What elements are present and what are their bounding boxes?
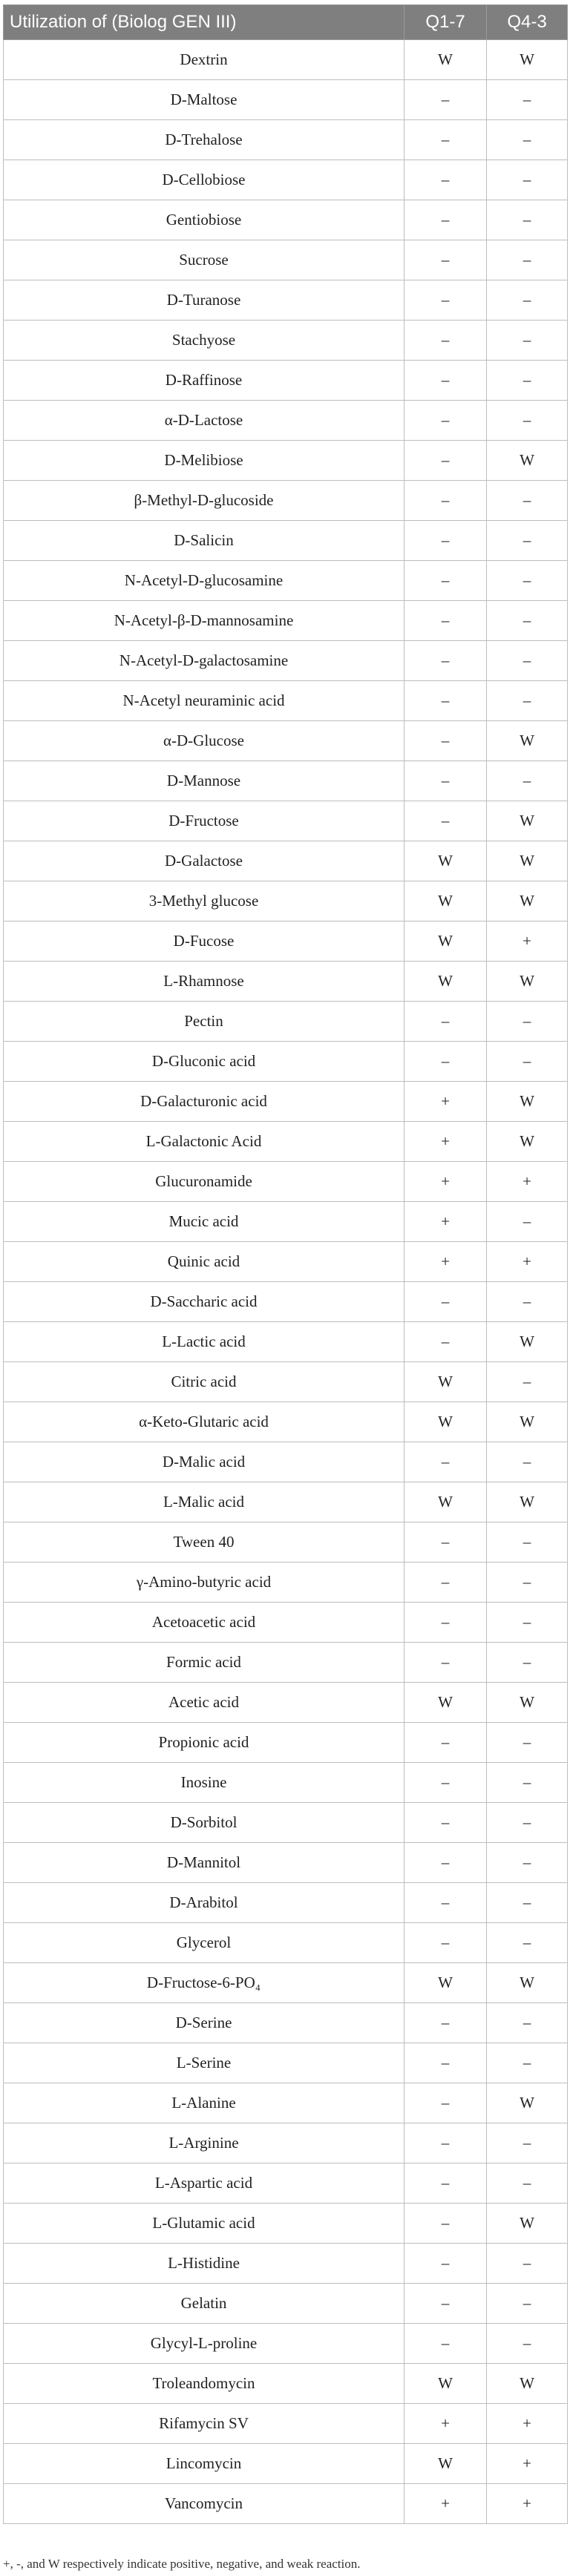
substrate-cell: D-Maltose xyxy=(4,80,405,120)
table-row xyxy=(4,1803,568,1843)
table-row xyxy=(4,1883,568,1923)
table-row xyxy=(4,1563,568,1603)
substrate-cell: D-Melibiose xyxy=(4,441,405,481)
q1-7-cell: W xyxy=(405,1402,487,1442)
substrate-cell: Glycerol xyxy=(4,1923,405,1963)
table-row xyxy=(4,1002,568,1042)
q4-3-cell: W xyxy=(487,1963,568,2003)
q1-7-cell: – xyxy=(405,1883,487,1923)
substrate-cell: D-Turanose xyxy=(4,280,405,321)
q1-7-cell: – xyxy=(405,2003,487,2043)
table-row xyxy=(4,1202,568,1242)
table-row xyxy=(4,80,568,120)
header-q1-7: Q1-7 xyxy=(405,5,487,40)
table-row xyxy=(4,1402,568,1442)
substrate-cell: D-Fructose xyxy=(4,801,405,841)
q1-7-cell: + xyxy=(405,1082,487,1122)
substrate-cell: Acetic acid xyxy=(4,1683,405,1723)
table-row xyxy=(4,721,568,761)
q1-7-cell: – xyxy=(405,2043,487,2083)
table-row xyxy=(4,1442,568,1482)
substrate-cell: D-Trehalose xyxy=(4,120,405,160)
q4-3-cell: – xyxy=(487,521,568,561)
table-row xyxy=(4,2284,568,2324)
substrate-cell: Stachyose xyxy=(4,321,405,361)
q1-7-cell: – xyxy=(405,1923,487,1963)
substrate-cell: L-Serine xyxy=(4,2043,405,2083)
table-row xyxy=(4,1242,568,1282)
header-row xyxy=(4,5,568,40)
q4-3-cell: – xyxy=(487,200,568,240)
q4-3-cell: W xyxy=(487,40,568,80)
table-row xyxy=(4,2444,568,2484)
table-row xyxy=(4,1723,568,1763)
substrate-cell: D-Fucose xyxy=(4,921,405,962)
substrate-cell: Troleandomycin xyxy=(4,2364,405,2404)
q4-3-cell: + xyxy=(487,2444,568,2484)
q4-3-cell: – xyxy=(487,1603,568,1643)
q4-3-cell: – xyxy=(487,1202,568,1242)
table-row xyxy=(4,1843,568,1883)
table-row xyxy=(4,521,568,561)
q1-7-cell: – xyxy=(405,601,487,641)
substrate-cell: D-Gluconic acid xyxy=(4,1042,405,1082)
q4-3-cell: W xyxy=(487,1683,568,1723)
q4-3-cell: – xyxy=(487,1843,568,1883)
substrate-cell: N-Acetyl-D-glucosamine xyxy=(4,561,405,601)
q1-7-cell: – xyxy=(405,361,487,401)
substrate-cell: D-Malic acid xyxy=(4,1442,405,1482)
q4-3-cell: W xyxy=(487,881,568,921)
q1-7-cell: W xyxy=(405,921,487,962)
q1-7-cell: – xyxy=(405,521,487,561)
q1-7-cell: – xyxy=(405,2284,487,2324)
substrate-cell: L-Alanine xyxy=(4,2083,405,2123)
table-row xyxy=(4,481,568,521)
substrate-cell: L-Galactonic Acid xyxy=(4,1122,405,1162)
substrate-cell: Mucic acid xyxy=(4,1202,405,1242)
substrate-cell: N-Acetyl-D-galactosamine xyxy=(4,641,405,681)
q1-7-cell: – xyxy=(405,481,487,521)
q1-7-cell: – xyxy=(405,80,487,120)
q4-3-cell: + xyxy=(487,1162,568,1202)
q4-3-cell: – xyxy=(487,1362,568,1402)
q1-7-cell: – xyxy=(405,441,487,481)
substrate-cell: D-Cellobiose xyxy=(4,160,405,200)
q1-7-cell: – xyxy=(405,240,487,280)
q1-7-cell: + xyxy=(405,2484,487,2524)
q1-7-cell: – xyxy=(405,2123,487,2163)
table-row xyxy=(4,160,568,200)
q4-3-cell: – xyxy=(487,2163,568,2204)
substrate-cell: Pectin xyxy=(4,1002,405,1042)
q4-3-cell: – xyxy=(487,1763,568,1803)
substrate-cell: N-Acetyl neuraminic acid xyxy=(4,681,405,721)
q1-7-cell: W xyxy=(405,2364,487,2404)
substrate-cell: Glucuronamide xyxy=(4,1162,405,1202)
q4-3-cell: – xyxy=(487,2284,568,2324)
table-row xyxy=(4,441,568,481)
header-q4-3: Q4-3 xyxy=(487,5,568,40)
q1-7-cell: – xyxy=(405,321,487,361)
q4-3-cell: W xyxy=(487,2364,568,2404)
q4-3-cell: – xyxy=(487,1042,568,1082)
q4-3-cell: – xyxy=(487,401,568,441)
table-row xyxy=(4,1522,568,1563)
substrate-cell: D-Saccharic acid xyxy=(4,1282,405,1322)
substrate-cell: 3-Methyl glucose xyxy=(4,881,405,921)
q1-7-cell: – xyxy=(405,1322,487,1362)
q1-7-cell: – xyxy=(405,120,487,160)
q1-7-cell: – xyxy=(405,2163,487,2204)
table-row xyxy=(4,2364,568,2404)
substrate-cell: Inosine xyxy=(4,1763,405,1803)
q4-3-cell: W xyxy=(487,962,568,1002)
footnote: +, -, and W respectively indicate positive, negative, and weak reaction. xyxy=(3,2557,361,2571)
table-row xyxy=(4,1122,568,1162)
table-row xyxy=(4,1322,568,1362)
table-row xyxy=(4,1282,568,1322)
q1-7-cell: – xyxy=(405,2244,487,2284)
q1-7-cell: + xyxy=(405,1242,487,1282)
table-row xyxy=(4,2163,568,2204)
q4-3-cell: – xyxy=(487,1883,568,1923)
q4-3-cell: – xyxy=(487,2123,568,2163)
q1-7-cell: – xyxy=(405,1643,487,1683)
table-row xyxy=(4,361,568,401)
q4-3-cell: – xyxy=(487,561,568,601)
table-row xyxy=(4,2324,568,2364)
substrate-cell: L-Histidine xyxy=(4,2244,405,2284)
table-row xyxy=(4,40,568,80)
table-row xyxy=(4,200,568,240)
q4-3-cell: – xyxy=(487,481,568,521)
q1-7-cell: – xyxy=(405,721,487,761)
q1-7-cell: W xyxy=(405,1683,487,1723)
q4-3-cell: – xyxy=(487,1282,568,1322)
substrate-cell: D-Sorbitol xyxy=(4,1803,405,1843)
substrate-cell: Gelatin xyxy=(4,2284,405,2324)
table-row xyxy=(4,1603,568,1643)
table-row xyxy=(4,2404,568,2444)
q4-3-cell: – xyxy=(487,321,568,361)
q1-7-cell: W xyxy=(405,881,487,921)
table-row xyxy=(4,2484,568,2524)
q4-3-cell: – xyxy=(487,2003,568,2043)
q1-7-cell: – xyxy=(405,801,487,841)
q4-3-cell: W xyxy=(487,1082,568,1122)
substrate-cell: Tween 40 xyxy=(4,1522,405,1563)
table-row xyxy=(4,321,568,361)
q4-3-cell: + xyxy=(487,921,568,962)
substrate-cell: D-Arabitol xyxy=(4,1883,405,1923)
substrate-cell: L-Glutamic acid xyxy=(4,2204,405,2244)
substrate-cell: Vancomycin xyxy=(4,2484,405,2524)
q1-7-cell: – xyxy=(405,761,487,801)
q4-3-cell: – xyxy=(487,601,568,641)
q4-3-cell: W xyxy=(487,1122,568,1162)
table-row xyxy=(4,801,568,841)
substrate-cell: Rifamycin SV xyxy=(4,2404,405,2444)
substrate-cell: α-Keto-Glutaric acid xyxy=(4,1402,405,1442)
table-row xyxy=(4,1482,568,1522)
table-row xyxy=(4,681,568,721)
q4-3-cell: + xyxy=(487,2404,568,2444)
q1-7-cell: – xyxy=(405,280,487,321)
table-row xyxy=(4,1643,568,1683)
table-body xyxy=(4,40,568,2524)
substrate-cell: β-Methyl-D-glucoside xyxy=(4,481,405,521)
q1-7-cell: W xyxy=(405,40,487,80)
q4-3-cell: – xyxy=(487,280,568,321)
q1-7-cell: – xyxy=(405,1042,487,1082)
q1-7-cell: W xyxy=(405,1482,487,1522)
substrate-cell: D-Serine xyxy=(4,2003,405,2043)
table-row xyxy=(4,962,568,1002)
q4-3-cell: – xyxy=(487,1803,568,1843)
q1-7-cell: – xyxy=(405,641,487,681)
q1-7-cell: W xyxy=(405,2444,487,2484)
q4-3-cell: + xyxy=(487,2484,568,2524)
substrate-cell: D-Fructose-6-PO₄ xyxy=(4,1963,405,2003)
table-row xyxy=(4,1763,568,1803)
substrate-cell: N-Acetyl-β-D-mannosamine xyxy=(4,601,405,641)
substrate-cell: D-Raffinose xyxy=(4,361,405,401)
table-row xyxy=(4,2003,568,2043)
q4-3-cell: W xyxy=(487,801,568,841)
q4-3-cell: – xyxy=(487,1923,568,1963)
q4-3-cell: – xyxy=(487,681,568,721)
q4-3-cell: + xyxy=(487,1242,568,1282)
q1-7-cell: – xyxy=(405,561,487,601)
table-row xyxy=(4,240,568,280)
q1-7-cell: – xyxy=(405,1723,487,1763)
header-substrate: Utilization of (Biolog GEN III) xyxy=(4,5,405,40)
substrate-cell: D-Salicin xyxy=(4,521,405,561)
q1-7-cell: – xyxy=(405,401,487,441)
substrate-cell: D-Mannose xyxy=(4,761,405,801)
table-row xyxy=(4,841,568,881)
table-row xyxy=(4,2043,568,2083)
q4-3-cell: W xyxy=(487,2083,568,2123)
substrate-cell: L-Aspartic acid xyxy=(4,2163,405,2204)
q1-7-cell: – xyxy=(405,681,487,721)
q1-7-cell: W xyxy=(405,1963,487,2003)
q1-7-cell: + xyxy=(405,1122,487,1162)
q4-3-cell: W xyxy=(487,441,568,481)
table-row xyxy=(4,280,568,321)
q1-7-cell: – xyxy=(405,1563,487,1603)
table-row xyxy=(4,561,568,601)
substrate-cell: L-Lactic acid xyxy=(4,1322,405,1362)
q1-7-cell: – xyxy=(405,1002,487,1042)
substrate-cell: D-Galactose xyxy=(4,841,405,881)
table-row xyxy=(4,2083,568,2123)
q1-7-cell: – xyxy=(405,1282,487,1322)
q4-3-cell: – xyxy=(487,2043,568,2083)
q1-7-cell: – xyxy=(405,200,487,240)
utilization-table xyxy=(3,4,568,2524)
substrate-cell: L-Malic acid xyxy=(4,1482,405,1522)
q1-7-cell: + xyxy=(405,1202,487,1242)
table-row xyxy=(4,1923,568,1963)
q4-3-cell: – xyxy=(487,1442,568,1482)
substrate-cell: Propionic acid xyxy=(4,1723,405,1763)
q4-3-cell: – xyxy=(487,1563,568,1603)
q1-7-cell: – xyxy=(405,2204,487,2244)
q4-3-cell: W xyxy=(487,841,568,881)
q4-3-cell: W xyxy=(487,1322,568,1362)
substrate-cell: Citric acid xyxy=(4,1362,405,1402)
table-row xyxy=(4,1362,568,1402)
q1-7-cell: – xyxy=(405,1803,487,1843)
q1-7-cell: – xyxy=(405,1763,487,1803)
substrate-cell: Quinic acid xyxy=(4,1242,405,1282)
q4-3-cell: – xyxy=(487,1643,568,1683)
table-row xyxy=(4,2244,568,2284)
q4-3-cell: – xyxy=(487,761,568,801)
q1-7-cell: – xyxy=(405,1843,487,1883)
q1-7-cell: – xyxy=(405,1603,487,1643)
table-row xyxy=(4,401,568,441)
substrate-cell: Formic acid xyxy=(4,1643,405,1683)
q4-3-cell: – xyxy=(487,1723,568,1763)
substrate-cell: L-Arginine xyxy=(4,2123,405,2163)
table-row xyxy=(4,1963,568,2003)
table-row xyxy=(4,761,568,801)
q1-7-cell: W xyxy=(405,962,487,1002)
table-container xyxy=(3,4,567,2524)
q4-3-cell: – xyxy=(487,240,568,280)
q4-3-cell: – xyxy=(487,361,568,401)
q4-3-cell: W xyxy=(487,1402,568,1442)
q1-7-cell: – xyxy=(405,1522,487,1563)
q1-7-cell: W xyxy=(405,841,487,881)
substrate-cell: Glycyl-L-proline xyxy=(4,2324,405,2364)
substrate-cell: Acetoacetic acid xyxy=(4,1603,405,1643)
substrate-cell: Dextrin xyxy=(4,40,405,80)
substrate-cell: Lincomycin xyxy=(4,2444,405,2484)
table-row xyxy=(4,120,568,160)
table-row xyxy=(4,1042,568,1082)
q4-3-cell: W xyxy=(487,2204,568,2244)
substrate-cell: γ-Amino-butyric acid xyxy=(4,1563,405,1603)
q1-7-cell: – xyxy=(405,2324,487,2364)
q4-3-cell: – xyxy=(487,641,568,681)
q1-7-cell: + xyxy=(405,1162,487,1202)
table-row xyxy=(4,2204,568,2244)
substrate-cell: Sucrose xyxy=(4,240,405,280)
table-row xyxy=(4,1082,568,1122)
substrate-cell: Gentiobiose xyxy=(4,200,405,240)
table-row xyxy=(4,1162,568,1202)
q4-3-cell: – xyxy=(487,80,568,120)
q1-7-cell: W xyxy=(405,1362,487,1402)
q1-7-cell: – xyxy=(405,1442,487,1482)
q4-3-cell: W xyxy=(487,1482,568,1522)
q1-7-cell: + xyxy=(405,2404,487,2444)
substrate-cell: L-Rhamnose xyxy=(4,962,405,1002)
table-row xyxy=(4,881,568,921)
substrate-cell: D-Galacturonic acid xyxy=(4,1082,405,1122)
table-row xyxy=(4,601,568,641)
q4-3-cell: – xyxy=(487,120,568,160)
table-row xyxy=(4,641,568,681)
q4-3-cell: – xyxy=(487,2324,568,2364)
table-row xyxy=(4,2123,568,2163)
q4-3-cell: – xyxy=(487,2244,568,2284)
q4-3-cell: – xyxy=(487,160,568,200)
q1-7-cell: – xyxy=(405,2083,487,2123)
q1-7-cell: – xyxy=(405,160,487,200)
substrate-cell: D-Mannitol xyxy=(4,1843,405,1883)
q4-3-cell: – xyxy=(487,1002,568,1042)
q4-3-cell: – xyxy=(487,1522,568,1563)
q4-3-cell: W xyxy=(487,721,568,761)
table-row xyxy=(4,1683,568,1723)
substrate-cell: α-D-Lactose xyxy=(4,401,405,441)
table-row xyxy=(4,921,568,962)
substrate-cell: α-D-Glucose xyxy=(4,721,405,761)
